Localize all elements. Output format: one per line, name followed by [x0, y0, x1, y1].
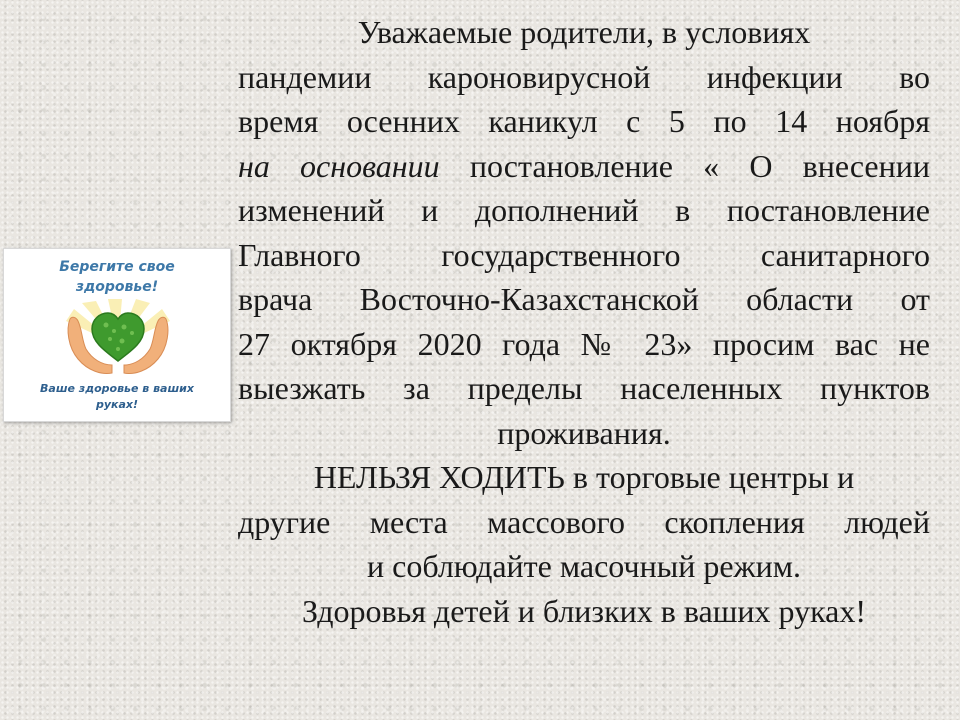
- notice-line-7: врача Восточно-Казахстанской области от: [238, 281, 930, 317]
- notice-line-11: НЕЛЬЗЯ ХОДИТЬ в торговые центры и: [313, 459, 855, 495]
- notice-line-1: Уважаемые родители, в условиях: [357, 14, 811, 50]
- notice-line-13: и соблюдайте масочный режим.: [367, 548, 801, 584]
- notice-line-8: 27 октября 2020 года № 23» просим вас не: [238, 325, 930, 362]
- health-card-image: [3, 248, 231, 422]
- notice-line-4-italic: на основании: [238, 147, 440, 184]
- notice-line-6: Главного государственного санитарного: [238, 236, 930, 273]
- notice-line-9: выезжать за пределы населенных пунктов: [238, 370, 930, 406]
- notice-line-4: [238, 144, 930, 189]
- notice-text: [238, 10, 930, 633]
- notice-line-4-rest: постановление « О внесении: [439, 147, 931, 184]
- card-title: [4, 257, 230, 297]
- heart-in-hands-icon: [62, 299, 174, 381]
- heart-icon: [92, 313, 144, 361]
- card-caption: [4, 381, 230, 413]
- notice-line-10: проживания.: [497, 414, 671, 451]
- notice-line-2: пандемии кароновирусной инфекции во: [238, 58, 930, 95]
- card-caption-line-1: Ваше здоровье в ваших: [40, 382, 194, 395]
- card-title-line-2: здоровье!: [75, 279, 159, 295]
- notice-line-3: время осенних каникул с 5 по 14 ноября: [238, 103, 930, 139]
- notice-line-5: изменений и дополнений в постановление: [238, 192, 930, 228]
- card-title-line-1: Берегите свое: [59, 259, 175, 275]
- notice-line-14: Здоровья детей и близких в ваших руках!: [301, 592, 866, 629]
- notice-line-12: другие места массового скопления людей: [238, 503, 930, 540]
- card-caption-line-2: руках!: [95, 398, 139, 411]
